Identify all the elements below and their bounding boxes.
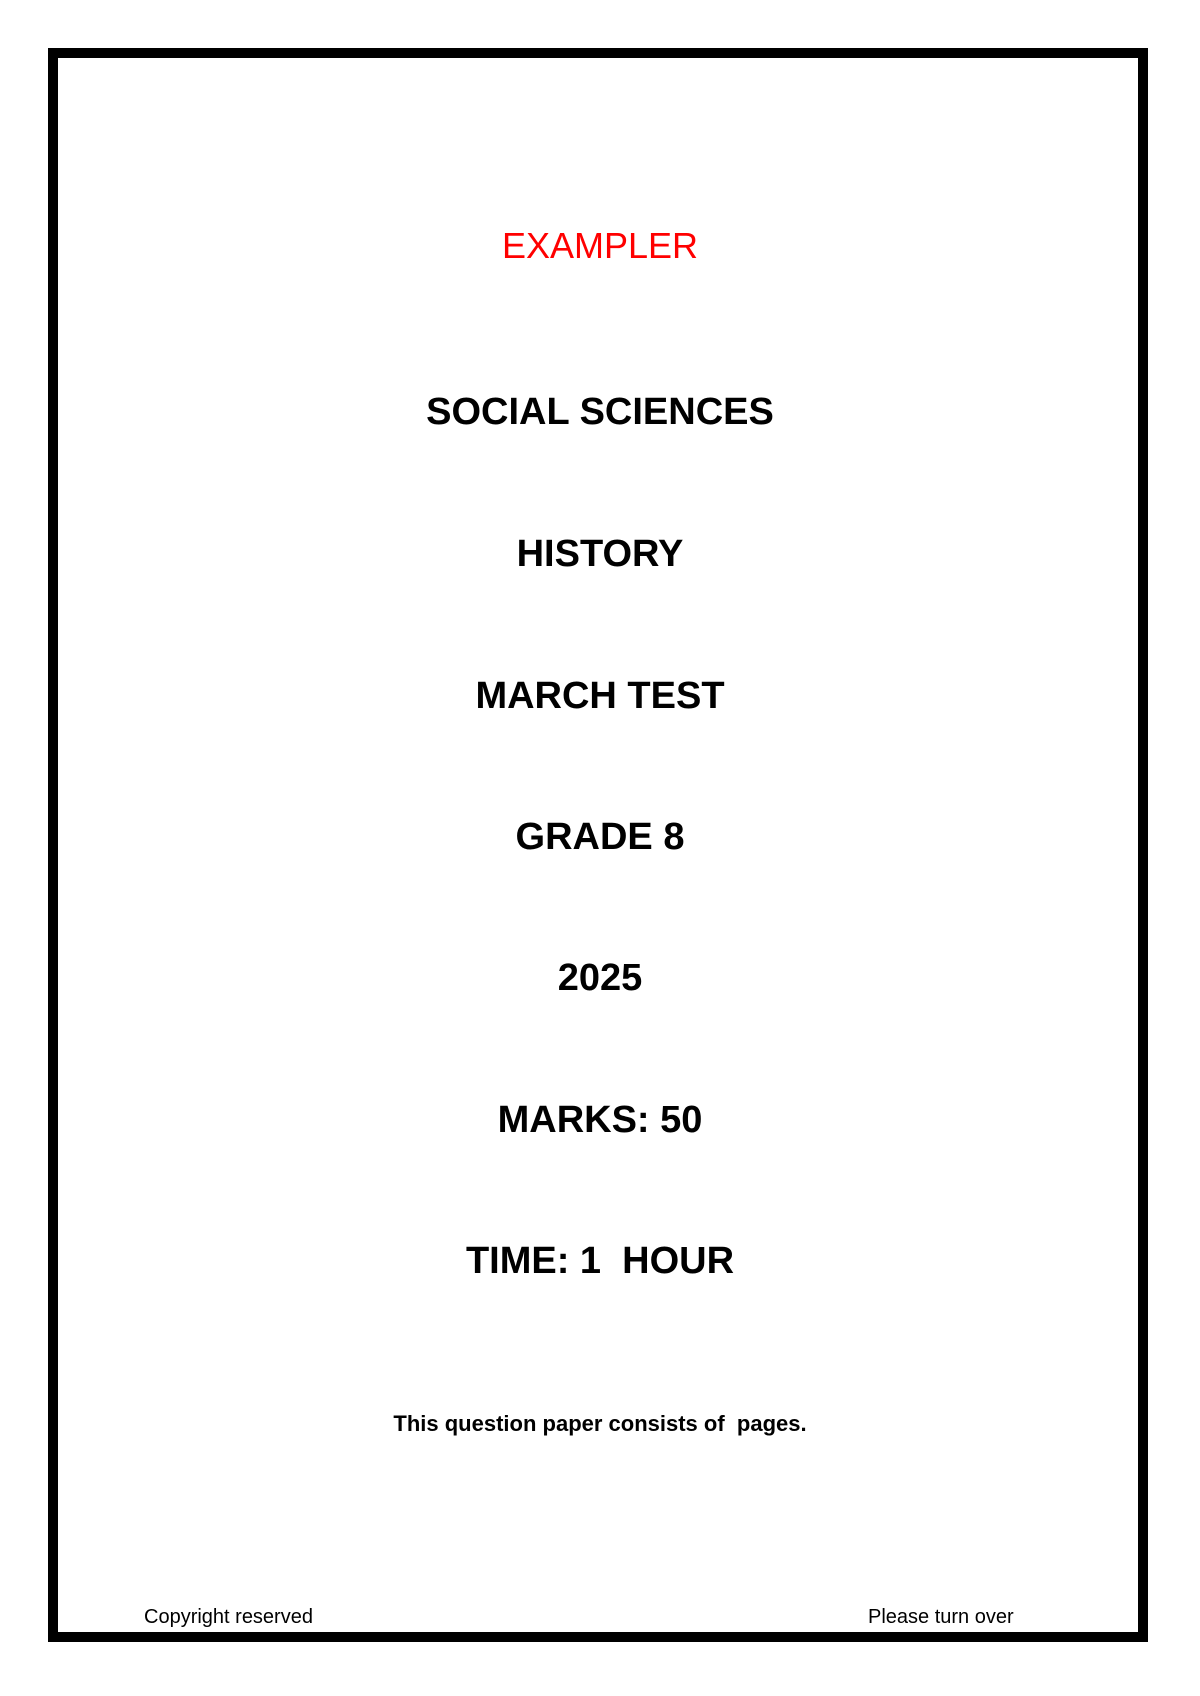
page-count-note: This question paper consists of pages. bbox=[393, 1411, 807, 1436]
exampler-label: EXAMPLER bbox=[501, 225, 699, 266]
subject-title: SOCIAL SCIENCES bbox=[426, 391, 774, 433]
time-label: TIME: 1 HOUR bbox=[465, 1240, 735, 1282]
year-label: 2025 bbox=[557, 957, 643, 999]
marks-label: MARKS: 50 bbox=[497, 1099, 703, 1141]
turn-over-footer: Please turn over bbox=[868, 1606, 1014, 1628]
copyright-footer: Copyright reserved bbox=[144, 1606, 313, 1628]
test-title: MARCH TEST bbox=[475, 675, 725, 717]
grade-label: GRADE 8 bbox=[515, 816, 685, 858]
paper-title: HISTORY bbox=[516, 533, 684, 575]
